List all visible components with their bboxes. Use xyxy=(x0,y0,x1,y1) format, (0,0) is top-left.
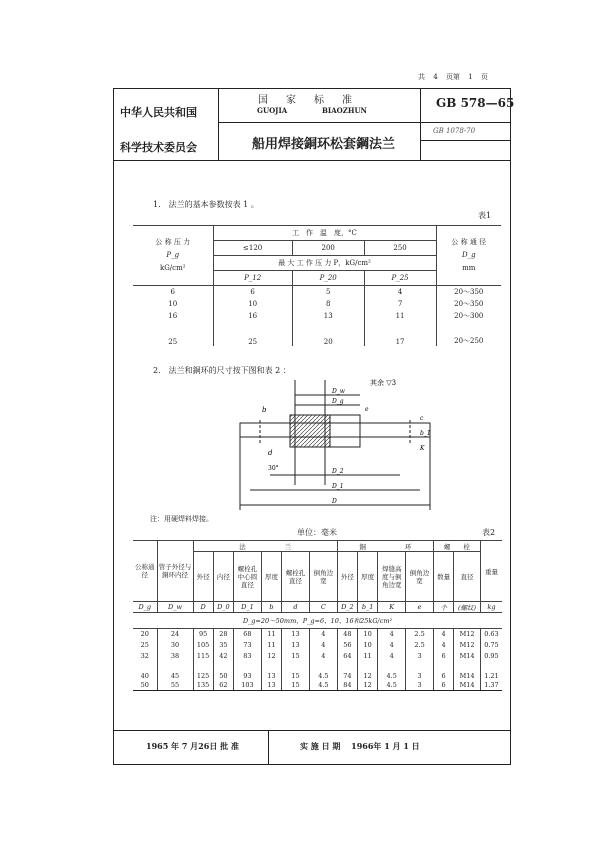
table-1: 公 称 压 力 P_g kG/cm² 工 作 温 度，°C 公 称 通 径 D_g mm ≤120 200 250 最 大 工 作 压 力 P，kG/cm² P_12 P_20 P_25 6 6 5 4 20～350 10 10 8 7 20～350 16 16 13 11 20～300 25 25 20 17 20～250 xyxy=(133,225,501,346)
note: 注：用硬焊料焊接。 xyxy=(150,515,213,523)
section-2-text: 2. 法兰和銅环的尺寸按下图和表 2 ： xyxy=(153,366,291,375)
org-line2: 科学技术委员会 xyxy=(120,141,197,154)
svg-text:b_1: b_1 xyxy=(420,430,431,437)
svg-text:D: D xyxy=(332,498,337,505)
table-row: 6 6 5 4 20～350 xyxy=(133,286,501,298)
standard-label: 国 家 标 准 xyxy=(258,95,356,106)
flange-drawing xyxy=(220,375,450,515)
table-row: 25 25 20 17 20～250 xyxy=(133,322,501,346)
effective-date: 实 施 日 期 1966年 1 月 1 日 xyxy=(300,741,420,751)
svg-text:30°: 30° xyxy=(268,465,279,472)
svg-text:K: K xyxy=(420,445,425,452)
table2-label: 表2 xyxy=(482,528,496,537)
svg-text:D_1: D_1 xyxy=(332,483,344,490)
surface-finish-label: 其余 ▽3 xyxy=(370,379,397,387)
svg-text:e: e xyxy=(365,406,369,413)
pinyin-1: GUOJIA xyxy=(257,106,288,115)
table-row: 32 38 115 42 83 12 15 4 64 11 4 3 6 M14 0.95 xyxy=(133,651,502,662)
handwritten-code: GB 1078-70 xyxy=(433,127,476,135)
unit-label: 单位：毫米 xyxy=(297,528,337,537)
table-row: 10 10 8 7 20～350 xyxy=(133,298,501,310)
standard-code: GB 578—65 xyxy=(436,96,515,110)
table1-label: 表1 xyxy=(478,211,492,220)
page-count: 共 4 页第 1 页 xyxy=(418,73,488,81)
approval-date: 1965 年 7 月26日 批 准 xyxy=(146,741,239,751)
table-row: 20 24 95 28 68 11 13 4 48 10 4 2.5 4 M12 0.63 xyxy=(133,629,502,640)
document-title: 船用焊接銅环松套鋼法兰 xyxy=(252,137,396,152)
table-row: 25 30 105 35 73 11 13 4 56 10 4 2.5 4 M12 0.75 xyxy=(133,640,502,651)
org-line1: 中华人民共和国 xyxy=(120,106,197,119)
table-row: 50 55 135 62 103 13 15 4.5 84 12 4.5 3 6 M14 1.37 xyxy=(133,680,502,691)
svg-text:D_g: D_g xyxy=(332,398,344,405)
pinyin-2: BIAOZHUN xyxy=(322,106,367,115)
table-row: 40 45 125 50 93 13 15 4.5 74 12 4.5 3 6 M14 1.21 xyxy=(133,662,502,680)
section-1-text: 1. 法兰的基本参数按表 1 。 xyxy=(153,200,259,209)
table-2: 公称通径 管子外径与銅环内径 法 兰 銅 环 螺 栓 重量 外径 内径 螺栓孔中心圆直径 厚度 螺栓孔直径 倒角边宽 外径 厚度 焊缝高度与倒角边宽 倒角边宽 数量 直径 D_g D_w D D_0 D_1 b d C D_2 b_1 K e 个 (螺纹) kg D_g=20～50mm，P_g=6、10、16和25kG/cm² 20 24 95 28 68 11 13 4 48 10 4 2.5 4 M12 0.63 25 30 105 35 73 11 13 4 56 10 4 2.5 4 M12 0.75 32 38 115 42 83 12 15 4 64 11 4 3 6 M14 0.95 40 45 125 50 93 13 15 4.5 74 12 4.5 3 6 M14 1.21 50 55 135 62 103 13 15 4.5 84 12 4.5 3 6 M14 1.37 xyxy=(133,540,502,691)
svg-text:D_2: D_2 xyxy=(332,468,344,475)
svg-text:D_w: D_w xyxy=(332,388,345,395)
table-row: 16 16 13 11 20～300 xyxy=(133,310,501,322)
svg-text:b: b xyxy=(262,406,267,414)
svg-text:c: c xyxy=(420,415,424,422)
svg-text:d: d xyxy=(268,449,273,457)
